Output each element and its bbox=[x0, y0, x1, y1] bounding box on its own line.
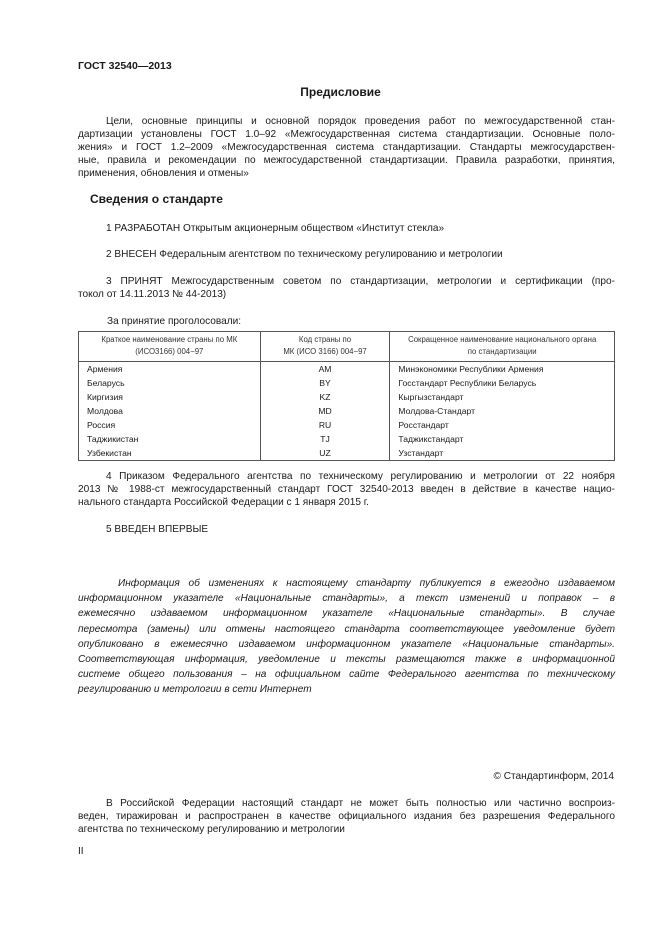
info-item-4-line-1: 4 Приказом Федерального агентства по техническому регулированию и метрологии от 22 ноября bbox=[106, 471, 615, 482]
info-item-2: 2 ВНЕСЕН Федеральным агентством по техническому регулированию и метрологии bbox=[106, 249, 503, 260]
country-code: MD bbox=[260, 404, 390, 418]
country-name: Киргизия bbox=[79, 390, 261, 404]
country-code: TJ bbox=[260, 432, 390, 446]
country-name: Россия bbox=[79, 418, 261, 432]
document-code: ГОСТ 32540—2013 bbox=[78, 60, 172, 72]
notice-line-2: информационном указателе «Национальные стандарты», а текст изменений и поправок – в bbox=[78, 593, 615, 605]
notice-line-4: пересмотра (замены) или отмены настоящего стандарта соответствующее уведомление будет bbox=[78, 623, 615, 635]
info-item-4-line-3: нального стандарта Российской Федерации с 1 января 2015 г. bbox=[78, 497, 369, 508]
country-name: Молдова bbox=[79, 404, 261, 418]
table-row bbox=[79, 390, 615, 404]
reproduction-notice bbox=[78, 797, 615, 836]
notice-line-6: Соответствующая информация, уведомление и тексты размещаются также в информационной bbox=[78, 654, 615, 666]
notice-line-5: опубликовано в ежемесячно издаваемом информационном указателе «Национальные стандарты». bbox=[78, 638, 615, 650]
table-row bbox=[79, 404, 615, 418]
national-body: Таджикстандарт bbox=[390, 432, 615, 446]
info-item-4-line-2: 2013 № 1988-ст межгосударственный стандарт ГОСТ 32540-2013 введен в действие в качестве нацио- bbox=[78, 484, 615, 495]
table-row bbox=[79, 418, 615, 432]
country-code: RU bbox=[260, 418, 390, 432]
foreword-line-5: применения, обновления и отмены» bbox=[78, 168, 249, 179]
table-row bbox=[79, 446, 615, 461]
country-name: Армения bbox=[79, 362, 261, 377]
copyright: © Стандартинформ, 2014 bbox=[493, 771, 614, 782]
page-number: II bbox=[78, 846, 84, 857]
info-item-3 bbox=[78, 275, 615, 301]
header-country-name: Краткое наименование страны по МК (ИСО3166) 004−97 bbox=[79, 332, 261, 362]
national-body: Узстандарт bbox=[390, 446, 615, 461]
info-item-1: 1 РАЗРАБОТАН Открытым акционерным обществом «Институт стекла» bbox=[106, 223, 445, 234]
info-item-4 bbox=[78, 470, 615, 509]
notice-line-1: Информация об изменениях к настоящему стандарту публикуется в ежегодно издаваемом bbox=[118, 578, 615, 589]
foreword-line-4: ные, правила и рекомендации по межгосударственной стандартизации. Правила разработки, принятия, bbox=[78, 155, 615, 166]
countries-table bbox=[78, 331, 615, 461]
national-body: Минэкономики Республики Армения bbox=[390, 362, 615, 377]
notice-line-3: ежемесячно издаваемом информационном указателе «Национальные стандарты». В случае bbox=[78, 608, 615, 620]
footer-line-2: веден, тиражирован и распространен в качестве официального издания без разрешения Федерального bbox=[78, 811, 615, 822]
national-body: Кыргызстандарт bbox=[390, 390, 615, 404]
foreword-line-3: жения» и ГОСТ 1.2–2009 «Межгосударственная система стандартизации. Стандарты межгосударствен- bbox=[78, 142, 615, 153]
info-item-3-line-1: 3 ПРИНЯТ Межгосударственным советом по стандартизации, метрологии и сертификации (про- bbox=[106, 276, 615, 287]
footer-line-1: В Российской Федерации настоящий стандарт не может быть полностью или частично воспроиз- bbox=[106, 798, 615, 809]
table-row bbox=[79, 432, 615, 446]
country-name: Таджикистан bbox=[79, 432, 261, 446]
foreword-heading: Предисловие bbox=[300, 85, 381, 99]
table-header-row bbox=[79, 332, 615, 362]
amendments-notice bbox=[78, 576, 615, 698]
vote-label: За принятие проголосовали: bbox=[107, 316, 242, 327]
country-code: KZ bbox=[260, 390, 390, 404]
country-code: UZ bbox=[260, 446, 390, 461]
national-body: Госстандарт Республики Беларусь bbox=[390, 376, 615, 390]
table-row bbox=[79, 362, 615, 377]
country-code: BY bbox=[260, 376, 390, 390]
foreword-line-2: дартизации установлены ГОСТ 1.0–92 «Межгосударственная система стандартизации. Основные поло- bbox=[78, 129, 615, 140]
foreword-line-1: Цели, основные принципы и основной порядок проведения работ по межгосударственной стан- bbox=[106, 116, 615, 127]
table-row bbox=[79, 376, 615, 390]
country-name: Беларусь bbox=[79, 376, 261, 390]
standard-info-heading: Сведения о стандарте bbox=[90, 192, 223, 206]
national-body: Росстандарт bbox=[390, 418, 615, 432]
info-item-5: 5 ВВЕДЕН ВПЕРВЫЕ bbox=[106, 524, 209, 535]
notice-line-7: системе общего пользования – на официальном сайте Федерального агентства по техническому bbox=[78, 669, 615, 681]
foreword-paragraph bbox=[78, 115, 615, 180]
notice-line-8: регулированию и метрологии в сети Интернет bbox=[78, 684, 312, 696]
footer-line-3: агентства по техническому регулированию и метрологии bbox=[78, 824, 345, 835]
country-code: AM bbox=[260, 362, 390, 377]
country-name: Узбекистан bbox=[79, 446, 261, 461]
info-item-3-line-2: токол от 14.11.2013 № 44-2013) bbox=[78, 289, 227, 300]
header-national-body: Сокращенное наименование национального органа по стандартизации bbox=[390, 332, 615, 362]
header-country-code: Код страны по МК (ИСО 3166) 004−97 bbox=[260, 332, 390, 362]
national-body: Молдова-Стандарт bbox=[390, 404, 615, 418]
